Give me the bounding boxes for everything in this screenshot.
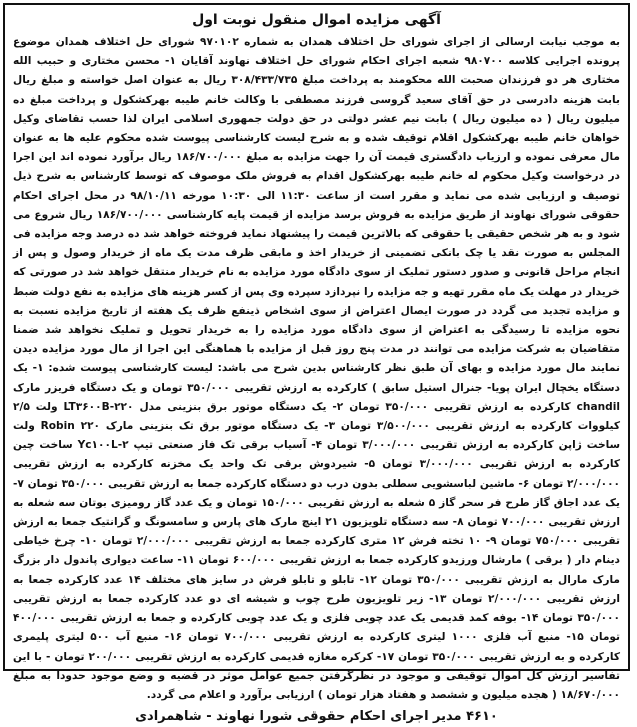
notice-title: آگهی مزایده اموال منقول نوبت اول [192,12,441,28]
notice-footer: ۴۶۱۰ مدیر اجرای احکام حقوقی شورا نهاوند - شاهمرادی [135,709,498,725]
notice-body: به موجب نیابت ارسالی از اجرای شورای حل اختلاف همدان به شماره ۹۷۰۱۰۲ شورای حل اختلاف همدان موضوع پرونده اجرایی کلاسه ۹۸۰۷۰۰ شعبه اجرای احکام شورای حل اختلاف نهاوند آقایان ۱- محسن مختاری و حبیب الله مختاری هر دو فرزندان صحبت الله محکومند به پرداخت مبلغ ۳۰۸/۴۳۳/۷۳۵ ریال به عنوان اصل خواسته و مبلغ ریال بابت هزینه دادرسی در حق آقای سعید گروسی فرزند مصطفی با وکالت خانم طیبه بهرکشکول و پرداخت مبلغ ده میلیون ریال ( ده میلیون ریال ) بابت نیم عشر دولتی در حق دولت جمهوری اسلامی ایران لذا حسب تقاضای وکیل خواهان خانم طیبه بهرکشکول اقلام توقیف شده و به شرح لیست کارشناسی پیوست شده محکوم علیه ها به عنوان مال معرفی نموده و ارزیاب دادگستری قیمت آن را جهت مزایده به مبلغ ۱۸۶/۷۰۰/۰۰۰ ریال برآورد نموده اند این اجرا در درخواست وکیل محکوم له خانم طیبه بهرکشکول اقدام به فروش ملک موصوف که توسط کارشناس به شرح ذیل توصیف و ارزیابی شده می نماید و مقرر است از ساعت ۱۱:۳۰ الی ۱۰:۳۰ مورخه ۹۸/۱۰/۱۱ در محل اجرای احکام حقوقی شورای نهاوند از طریق مزایده به فروش برسد مزایده از قیمت پایه کارشناسی ۱۸۶/۷۰۰/۰۰۰ ریال شروع می شود و به هر شخص حقیقی یا حقوقی که بالاترین قیمت را پیشنهاد نماید فروخته خواهد شد ده درصد وجه مزایده فی المجلس به صورت نقد یا چک بانکی تضمینی از خریدار اخذ و مابقی ظرف مدت یک ماه از خریدار وصول و پس از انجام مراحل قانونی و صدور دستور تملیک از سوی دادگاه مورد مزایده به نام خریدار منتقل خواهد شد در صورتی که خریدار در مهلت یک ماه مقرر تهیه و جه مزایده را نپردازد سپرده وی پس از کسر هزینه های مزایده به نفع دولت ضبط و مزایده تجدید می گردد در صورت ایصال اعتراض از سوی اشخاص ذینفع ظرف یک هفته از تاریخ مزایده نسبت به نحوه مزایده تا رسیدگی به اعتراض از سوی دادگاه مورد مزایده را به خریدار تحویل و تملیک نخواهد شد ضمنا متقاضیان به شرکت مزایده می توانند در مدت پنج روز قبل از مزایده با هماهنگی این اجرا از مال مورد مزایده دیدن نمایند مال مورد مزایده و بهای آن طبق نظر کارشناس بدین شرح می باشد: لیست کارشناسی پیوست شده: ۱- یک دستگاه یخچال ایران پویا- جنرال استیل سابق ) کارکرده به ارزش تقریبی ۳۵۰/۰۰۰ تومان و یک دستگاه فریزر مارک chandil کارکرده به ارزش تقریبی ۳۵۰/۰۰۰ تومان ۲- یک دستگاه موتور برق بنزینی مدل LT۳۶۰۰B-۲۲۰ ولت ۲/۵ کیلووات کارکرده به ارزش تقریبی ۳/۵۰۰/۰۰۰ تومان ۳- یک دستگاه موتور برق تک بنزینی مارک Robin ۲۲۰ ولت ساخت ژاپن کارکرده به ارزش تقریبی ۳/۰۰۰/۰۰۰ تومان ۴- آسیاب برقی تک فاز صنعتی تیپ Yc۱۰۰L-۲ ساخت چین کارکرده به ارزش تقریبی ۳/۰۰۰/۰۰۰ تومان ۵- شیردوش برقی تک واحد یک مخزنه کارکرده به ارزش تقریبی ۲/۰۰۰/۰۰۰ تومان ۶- ماشین لباسشویی سطلی بدون درب دو دستگاه کارکرده جمعا به ارزش تقریبی ۳۵۰/۰۰۰ تومان ۷- یک عدد اجاق گاز طرح فر سحر گاز ۵ شعله به ارزش تقریبی ۱۵۰/۰۰۰ تومان و یک عدد گاز رومیزی بوتان سه شعله به ارزش تقریبی ۷۰۰/۰۰۰ تومان ۸- سه دستگاه تلویزیون ۲۱ اینچ مارک های پارس و سامسونگ و گرانتیک جمعا به ارزش تقریبی ۷۵۰/۰۰۰ تومان ۹- ۱۰ تخته فرش ۱۲ متری کارکرده جمعا به ارزش تقریبی ۲/۰۰۰/۰۰۰ تومان ۱۰- چرخ خیاطی دینام دار ( برقی ) مارشال ورزیدو کارکرده جمعا به ارزش تقریبی ۶۰۰/۰۰۰ تومان ۱۱- ساعت دیواری پاندول دار بزرگ مارک مارال به ارزش تقریبی ۳۵۰/۰۰۰ تومان ۱۲- تابلو و تابلو فرش در سایز های مختلف ۱۴ عدد کارکرده جمعا به ارزش تقریبی ۲/۰۰۰/۰۰۰ تومان ۱۳- زیر تلویزیون طرح چوب و شیشه ای دو عدد کارکرده جمعا به ارزش تقریبی ۳۵۰/۰۰۰ تومان ۱۴- بوفه کمد قدیمی یک عدد چوبی فلزی و یک عدد چوبی کارکرده و جمعا به ارزش تقریبی ۴۰۰/۰۰۰ تومان ۱۵- منبع آب فلزی ۱۰۰۰ لیتری کارکرده به ارزش تقریبی ۷۰۰/۰۰۰ تومان ۱۶- منبع آب ۵۰۰ لیتری پلیمری کارکرده و به ارزش تقریبی ۳۵۰/۰۰۰ تومان ۱۷- کرکره مغازه قدیمی کارکرده به ارزش تقریبی ۲۰۰/۰۰۰ تومان - با این تفاسیر ارزش کل اموال توقیفی و موجود در نظرگرفتن جمیع عوامل موثر در قضیه و وضع موجود حدودا به مبلغ ۱۸/۶۷۰/۰۰۰ ( هجده میلیون و ششصد و هفتاد هزار تومان ) ارزیابی برآورد و اعلام می گردد. [13,36,621,701]
auction-notice [3,3,630,725]
